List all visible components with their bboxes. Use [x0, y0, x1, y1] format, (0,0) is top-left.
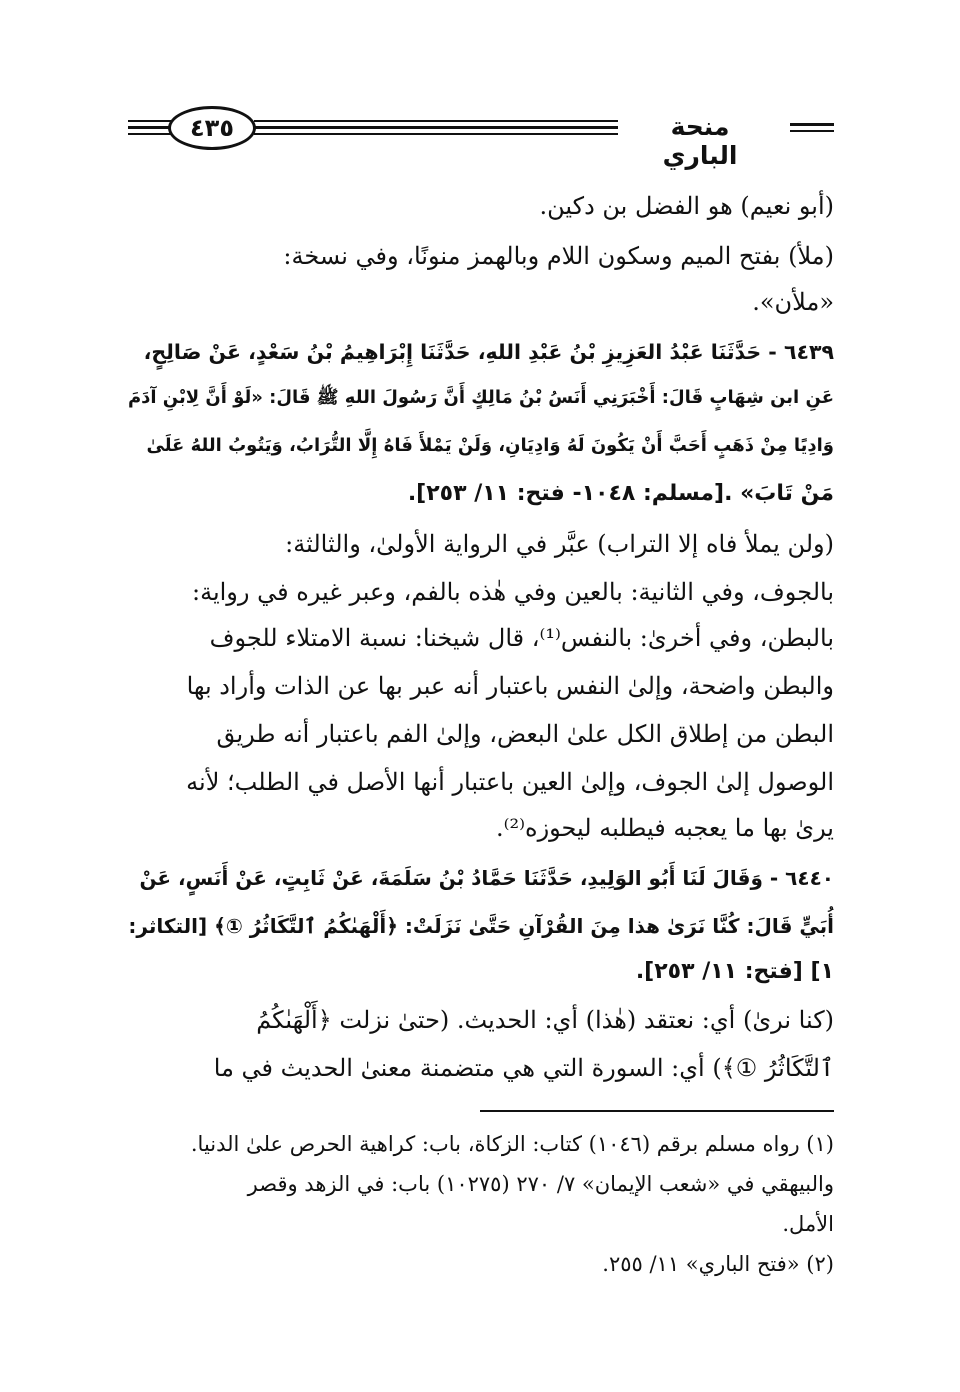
header-rule-center-top [254, 120, 618, 122]
text-line: ٱلتَّكَاثُرُ ①﴾) أي: السورة التي هي متضمنة معنىٰ الحديث في ما [213, 1054, 834, 1082]
text-line: (ملأ) بفتح الميم وسكون اللام وبالهمز منونًا، وفي نسخة: [283, 242, 834, 270]
text-line: بالبطن، وفي أخرىٰ: بالنفس⁽¹⁾، قال شيخنا: نسبة الامتلاء للجوف [209, 624, 834, 652]
hadith-line: ٦٤٤٠ - وَقَالَ لَنَا أَبُو الوَلِيدِ، حَدَّثَنَا حَمَّادُ بْنُ سَلَمَةَ، عَنْ ثَابِتٍ، عَنْ أَنَسٍ، عَنْ [139, 866, 834, 890]
text-line: البطن من إطلاق الكل علىٰ البعض، وإلىٰ الفم باعتبار أنه طريق [216, 720, 834, 748]
header-rule-right-bottom [790, 130, 834, 132]
running-title: منحة الباري [662, 112, 738, 170]
page-number: ٤٣٥ [168, 106, 256, 150]
header-rule-right-top [790, 123, 834, 126]
header-rule-left-mid [128, 126, 172, 129]
header-rule-left-bottom [128, 133, 172, 135]
text-line: بالجوف، وفي الثانية: بالعين وفي هٰذه بالفم، وعبر غيره في رواية: [192, 578, 834, 606]
hadith-line: ١] [فتح: ١١/ ٢٥٣]. [635, 959, 834, 984]
header-rule-left-top [128, 120, 172, 122]
footnote-divider [480, 1110, 834, 1112]
text-line: الوصول إلىٰ الجوف، وإلىٰ العين باعتبار أنها الأصل في الطلب؛ لأنه [186, 768, 834, 796]
header-rule-center-mid [254, 126, 618, 129]
text-line: (كنا نرىٰ) أي: نعتقد (هٰذا) أي: الحديث. (حتىٰ نزلت ﴿أَلْهَىٰكُمُ [256, 1006, 834, 1034]
hadith-line: عَنِ ابن شِهَابٍ قَالَ: أَخْبَرَنِي أَنَسُ بْنُ مَالِكٍ أَنَّ رَسُولَ اللهِ ﷺ قَالَ: «لَوْ أَنَّ لِابْنِ آدَمَ [127, 387, 834, 408]
footnote-line: الأمل. [782, 1212, 834, 1236]
text-line: «ملأن». [752, 288, 834, 316]
text-line: (أبو نعيم) هو الفضل بن دكين. [539, 192, 834, 220]
text-line: يرىٰ بها ما يعجبه فيطلبه ليحوزه⁽²⁾. [495, 814, 834, 842]
hadith-line: وَادِيًا مِنْ ذَهَبٍ أَحَبَّ أَنْ يَكُونَ لَهُ وَادِيَانِ، وَلَنْ يَمْلأَ فَاهُ إِلَّا التُّرَابُ، وَيَتُوبُ اللهُ عَلَىٰ [146, 435, 834, 456]
header-rule-center-bottom [254, 133, 618, 135]
text-line: والبطن واضحة، وإلىٰ النفس باعتبار أنه عبر بها عن الذات وأراد بها [186, 672, 834, 700]
footnote-line: (١) رواه مسلم برقم (١٠٤٦) كتاب: الزكاة، باب: كراهية الحرص علىٰ الدنيا. [190, 1132, 834, 1156]
hadith-line: أُبَيٍّ قَالَ: كُنَّا نَرَىٰ هذا مِنَ القُرْآنِ حَتَّىٰ نَزَلَتْ: ﴿أَلْهَىٰكُمُ ٱلتَّكَاثُرُ ①﴾ [التكاثر: [128, 914, 834, 938]
footnote-line: والبيهقي في «شعب الإيمان» ٧/ ٢٧٠ (١٠٢٧٥) باب: في الزهد وقصر [247, 1172, 834, 1196]
hadith-line: مَنْ تَابَ» .[مسلم: ١٠٤٨- فتح: ١١/ ٢٥٣]. [407, 481, 834, 506]
footnote-line: (٢) «فتح الباري» ١١/ ٢٥٥. [602, 1252, 834, 1276]
hadith-line: ٦٤٣٩ - حَدَّثَنَا عَبْدُ العَزِيزِ بْنُ عَبْدِ اللهِ، حَدَّثَنَا إِبْرَاهِيمُ بْنُ سَعْدٍ، عَنْ صَالِحٍ، [143, 340, 834, 364]
text-line: (ولن يملأ فاه إلا التراب) عبَّر في الرواية الأولىٰ، والثالثة: [285, 530, 834, 558]
